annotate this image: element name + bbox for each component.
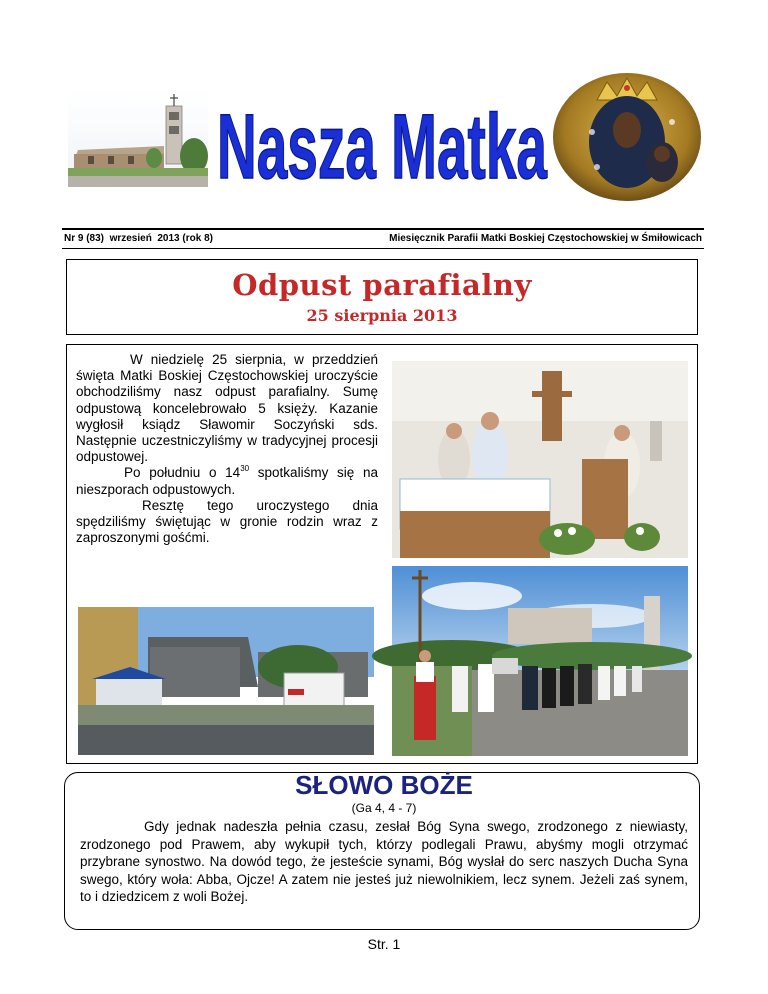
masthead-title-text: Nasza Matka [217,96,548,198]
parish-fair-photo [78,607,374,755]
header-rule-bottom [62,248,704,249]
article-paragraph-afternoon [76,465,378,497]
publication-subtitle: Miesięcznik Parafii Matki Boskiej Częstochowskiej w Śmiłowicach [389,233,702,244]
scripture-title: SŁOWO BOŻE [295,770,473,800]
headline-box [66,259,698,335]
headline-date: 25 sierpnia 2013 [306,306,458,325]
article-paragraph: W niedzielę 25 sierpnia, w przeddzień święta Matki Boskiej Częstochowskiej uroczyście obchodziliśmy nasz odpust parafialny. Sumę odpustową koncelebrowało 5 księży. Kazanie wygłosił ksiądz Sławomir Soczyński sds. Następnie uczestniczyliśmy w tradycyjnej procesji odpustowej. [76,352,378,465]
scripture-paragraph: Gdy jednak nadeszła pełnia czasu, zesłał Bóg Syna swego, zrodzonego z niewiasty, zrodzonego pod Prawem, aby wykupił tych, którzy podlegali Prawu, abyśmy mogli otrzymać przybrane synostwo. Na dowód tego, że jesteście synami, Bóg wysłał do serc naszych Ducha Syna swego, który woła: Abba, Ojcze! A zatem nie jesteś już niewolnikiem, lecz synem. Jeżeli zaś synem, to i dziedzicem z woli Bożej. [80,819,688,904]
church-photo [68,92,208,187]
scripture-reference: (Ga 4, 4 - 7) [351,801,417,815]
afternoon-text-b: spotkaliśmy się na nieszporach odpustowych. [76,465,378,497]
headline-title: Odpust parafialny [232,268,532,302]
article-paragraph: Resztę tego uroczystego dnia spędziliśmy świętując w gronie rodzin wraz z zaproszonymi gośćmi. [76,497,378,546]
issue-info: Nr 9 (83) wrzesień 2013 (rok 8) [64,233,213,244]
madonna-icon-image [552,72,702,202]
article-body [76,352,378,546]
afternoon-time-superscript: 30 [240,464,250,474]
masthead-title [212,78,552,198]
mass-photo [392,361,688,558]
afternoon-text-a: Po południu o 14 [124,465,241,481]
page-number: Str. 1 [367,936,401,952]
scripture-text [80,818,688,906]
procession-photo [392,566,688,756]
header-rule [62,228,704,230]
